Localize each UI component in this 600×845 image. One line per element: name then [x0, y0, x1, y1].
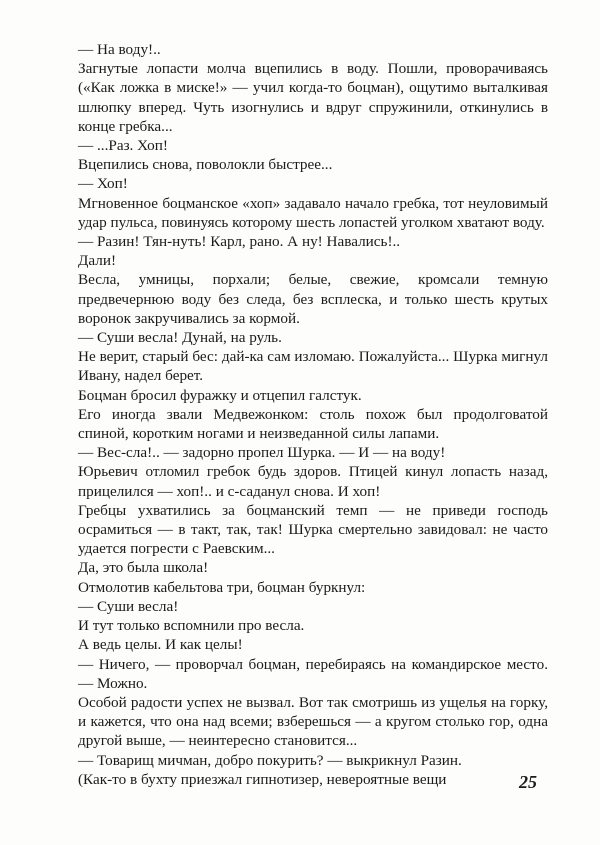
paragraph: Юрьевич отломил гребок будь здоров. Птицей кинул лопасть назад, прицелился — хоп!.. и с-саданул снова. И хоп! [78, 463, 548, 500]
paragraph: А ведь целы. И как целы! [78, 636, 243, 654]
paragraph: Его иногда звали Медвежонком: столь похож был продолговатой спиной, коротким ногами и неизведанной силы лапами. [78, 405, 548, 443]
paragraph: Мгновенное боцманское «хоп» задавало начало гребка, тот неуловимый удар пульса, повинуясь которому шесть лопастей уголком хватают воду. [78, 194, 548, 231]
page-number: 25 [519, 772, 537, 792]
paragraph: Не верит, старый бес: дай-ка сам изломаю. Пожалуйста... Шурка мигнул Ивану, надел берет. [78, 348, 548, 385]
paragraph: — ...Раз. Хоп! [78, 137, 168, 155]
paragraph: Отмолотив кабельтова три, боцман буркнул: [78, 578, 366, 596]
paragraph: Гребцы ухватились за боцманский темп — не приведи господь осрамиться — в такт, так, так! Шурка смертельно завидовал: не часто удается погрести с Раевским... [78, 501, 548, 558]
paragraph: — Суши весла! Дунай, на руль. [78, 329, 282, 347]
body-text [78, 40, 548, 789]
paragraph: Дали! [78, 252, 116, 270]
paragraph: Да, это была школа! [78, 559, 209, 577]
paragraph: — Разин! Тян-нуть! Карл, рано. А ну! Навались!.. [78, 233, 401, 251]
paragraph: (Как-то в бухту приезжал гипнотизер, невероятные вещи [78, 770, 447, 788]
paragraph: Весла, умницы, порхали; белые, свежие, кромсали темную предвечернюю воду без следа, без всплеска, и только шесть крутых воронок закручивались за кормой. [78, 271, 548, 327]
paragraph: — Хоп! [78, 175, 128, 193]
paragraph: — Товарищ мичман, добро покурить? — выкрикнул Разин. [78, 751, 462, 769]
paragraph: — Ничего, — проворчал боцман, перебираясь на командирское место. — Можно. [78, 655, 548, 692]
paragraph: Загнутые лопасти молча вцепились в воду. Пошли, проворачиваясь («Как ложка в миске!» — учил когда-то боцман), ощутимо выталкивая шлюпку вперед. Чуть изогнулись и вдруг спружинили, откинулись в конце гребка... [78, 60, 548, 135]
paragraph: Особой радости успех не вызвал. Вот так смотришь из ущелья на горку, и кажется, что она над всеми; взберешься — а кругом столько гор, одна другой выше, — неинтересно становится... [78, 693, 548, 750]
paragraph: Вцепились снова, поволокли быстрее... [78, 156, 333, 174]
paragraph: Боцман бросил фуражку и отцепил галстук. [78, 386, 362, 404]
paragraph: — Вес-сла!.. — задорно пропел Шурка. — И — на воду! [78, 444, 446, 462]
paragraph: И тут только вспомнили про весла. [78, 617, 305, 635]
paragraph: — Суши весла! [78, 597, 179, 615]
paragraph: — На воду!.. [78, 41, 161, 58]
